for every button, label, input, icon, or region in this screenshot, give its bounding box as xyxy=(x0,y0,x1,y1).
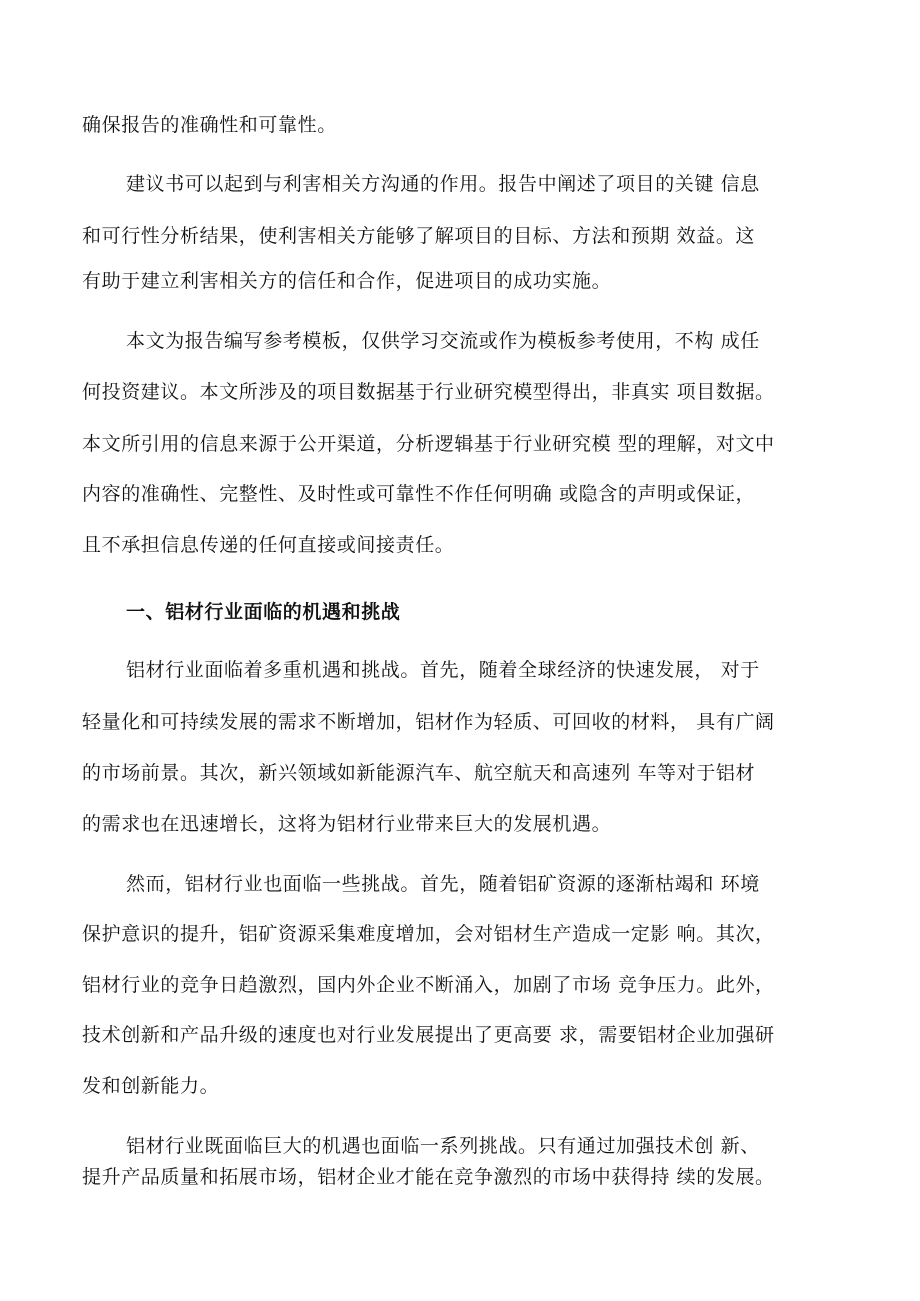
paragraph-line: 铝材行业面临着多重机遇和挑战。首先，随着全球经济的快速发展， 对于 xyxy=(126,659,760,681)
paragraph-line: 技术创新和产品升级的速度也对行业发展提出了更高要 求，需要铝材企业加强研 xyxy=(82,1024,775,1046)
paragraph-line: 铝材行业的竞争日趋激烈，国内外企业不断涌入，加剧了市场 竞争压力。此外， xyxy=(82,974,775,996)
paragraph-line: 且不承担信息传递的任何直接或间接责任。 xyxy=(82,534,455,556)
paragraph-line: 建议书可以起到与利害相关方沟通的作用。报告中阐述了项目的关键 信息 xyxy=(126,173,760,195)
paragraph-line: 本文为报告编写参考模板，仅供学习交流或作为模板参考使用，不构 成任 xyxy=(126,330,760,352)
paragraph-line: 轻量化和可持续发展的需求不断增加，铝材作为轻质、可回收的材料， 具有广阔 xyxy=(82,711,775,733)
paragraph-line: 保护意识的提升，铝矿资源采集难度增加，会对铝材生产造成一定影 响。其次， xyxy=(82,923,775,945)
paragraph-line: 发和创新能力。 xyxy=(82,1075,220,1097)
section-heading: 一、铝材行业面临的机遇和挑战 xyxy=(126,601,401,623)
paragraph-line: 内容的准确性、完整性、及时性或可靠性不作任何明确 或隐含的声明或保证， xyxy=(82,483,756,505)
paragraph-line: 确保报告的准确性和可靠性。 xyxy=(82,114,337,136)
paragraph-line: 铝材行业既面临巨大的机遇也面临一系列挑战。只有通过加强技术创 新、 xyxy=(126,1135,760,1157)
paragraph-line: 的市场前景。其次，新兴领域如新能源汽车、航空航天和高速列 车等对于铝材 xyxy=(82,762,756,784)
paragraph-line: 何投资建议。本文所涉及的项目数据基于行业研究模型得出，非真实 项目数据。 xyxy=(82,381,775,403)
paragraph-line: 然而，铝材行业也面临一些挑战。首先，随着铝矿资源的逐渐枯竭和 环境 xyxy=(126,873,760,895)
paragraph-line: 提升产品质量和拓展市场，铝材企业才能在竞争激烈的市场中获得持 续的发展。 xyxy=(82,1166,775,1188)
paragraph-line: 和可行性分析结果，使利害相关方能够了解项目的目标、方法和预期 效益。这 xyxy=(82,225,756,247)
paragraph-line: 本文所引用的信息来源于公开渠道，分析逻辑基于行业研究模 型的理解，对文中 xyxy=(82,433,775,455)
paragraph-line: 有助于建立利害相关方的信任和合作，促进项目的成功实施。 xyxy=(82,270,612,292)
paragraph-line: 的需求也在迅速增长，这将为铝材行业带来巨大的发展机遇。 xyxy=(82,813,612,835)
